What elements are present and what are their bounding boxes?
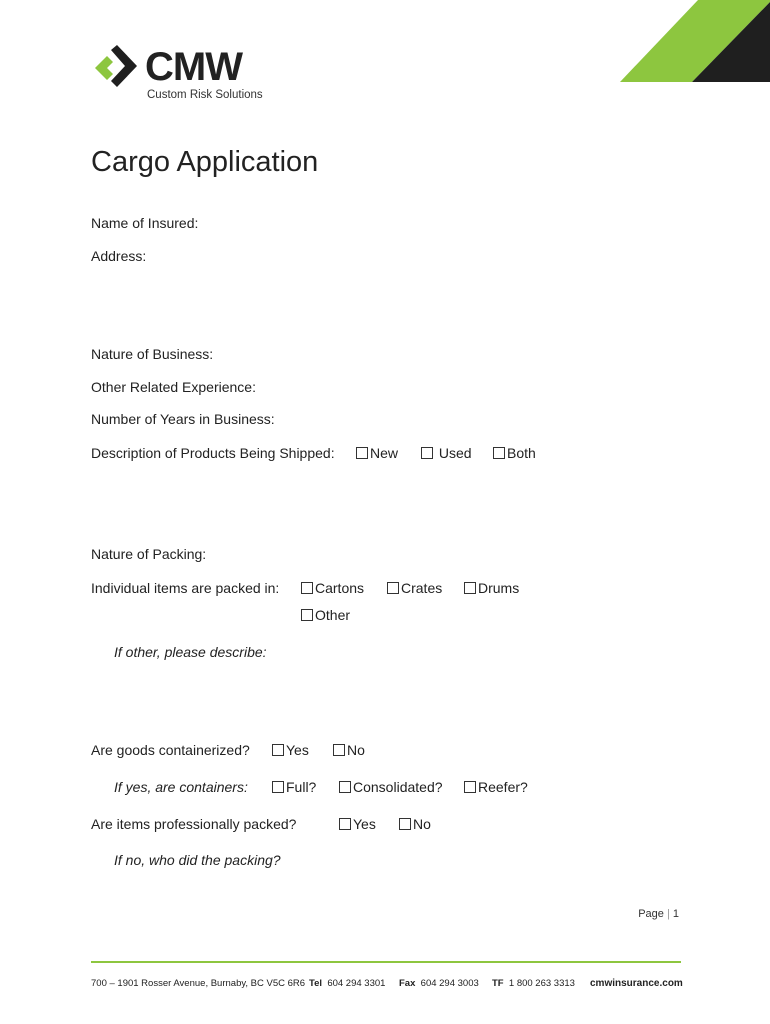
checkbox-containerized-no[interactable]: No — [333, 742, 365, 758]
checkbox-other[interactable]: Other — [301, 607, 350, 623]
if-other-describe-label: If other, please describe: — [114, 644, 267, 660]
years-in-business-label: Number of Years in Business: — [91, 411, 275, 427]
footer-fax: Fax 604 294 3003 — [399, 978, 479, 989]
checkbox-containerized-yes[interactable]: Yes — [272, 742, 309, 758]
checkbox-box-icon — [421, 447, 433, 459]
footer-tollfree: TF 1 800 263 3313 — [492, 978, 575, 989]
checkbox-box-icon — [339, 781, 351, 793]
checkbox-box-icon — [272, 744, 284, 756]
footer-address: 700 – 1901 Rosser Avenue, Burnaby, BC V5C 6R6 — [91, 978, 306, 989]
checkbox-box-icon — [339, 818, 351, 830]
other-related-experience-label: Other Related Experience: — [91, 379, 256, 395]
checkbox-consolidated[interactable]: Consolidated? — [339, 779, 443, 795]
address-label: Address: — [91, 248, 147, 264]
checkbox-both[interactable]: Both — [493, 445, 536, 461]
company-logo — [93, 45, 283, 105]
checkbox-box-icon — [464, 781, 476, 793]
name-of-insured-label: Name of Insured: — [91, 215, 199, 231]
footer-website-link[interactable]: cmwinsurance.com — [590, 978, 683, 989]
if-no-who-packed-label: If no, who did the packing? — [114, 852, 281, 868]
checkbox-full[interactable]: Full? — [272, 779, 316, 795]
checkbox-box-icon — [493, 447, 505, 459]
containerized-label: Are goods containerized? — [91, 742, 250, 758]
checkbox-reefer[interactable]: Reefer? — [464, 779, 528, 795]
if-yes-containers-label: If yes, are containers: — [114, 779, 248, 795]
checkbox-cartons[interactable]: Cartons — [301, 580, 364, 596]
checkbox-new[interactable]: New — [356, 445, 398, 461]
logo-wordmark: CMW — [145, 45, 242, 89]
checkbox-box-icon — [356, 447, 368, 459]
cmw-logo-mark-icon — [93, 45, 139, 91]
individual-items-label: Individual items are packed in: — [91, 580, 280, 596]
logo-tagline: Custom Risk Solutions — [147, 89, 263, 101]
page-number: Page | 1 — [638, 908, 679, 920]
checkbox-box-icon — [464, 582, 476, 594]
checkbox-used[interactable]: Used — [421, 445, 472, 461]
description-of-products-label: Description of Products Being Shipped: — [91, 445, 335, 461]
nature-of-packing-label: Nature of Packing: — [91, 546, 207, 562]
checkbox-box-icon — [272, 781, 284, 793]
checkbox-box-icon — [387, 582, 399, 594]
checkbox-crates[interactable]: Crates — [387, 580, 442, 596]
footer-tel: Tel 604 294 3301 — [309, 978, 386, 989]
nature-of-business-label: Nature of Business: — [91, 346, 214, 362]
checkbox-packed-yes[interactable]: Yes — [339, 816, 376, 832]
corner-decoration — [620, 0, 770, 82]
checkbox-box-icon — [301, 609, 313, 621]
checkbox-packed-no[interactable]: No — [399, 816, 431, 832]
checkbox-box-icon — [301, 582, 313, 594]
checkbox-box-icon — [399, 818, 411, 830]
checkbox-drums[interactable]: Drums — [464, 580, 519, 596]
footer-divider — [91, 961, 681, 963]
checkbox-box-icon — [333, 744, 345, 756]
professionally-packed-label: Are items professionally packed? — [91, 816, 297, 832]
page-title: Cargo Application — [91, 146, 319, 178]
